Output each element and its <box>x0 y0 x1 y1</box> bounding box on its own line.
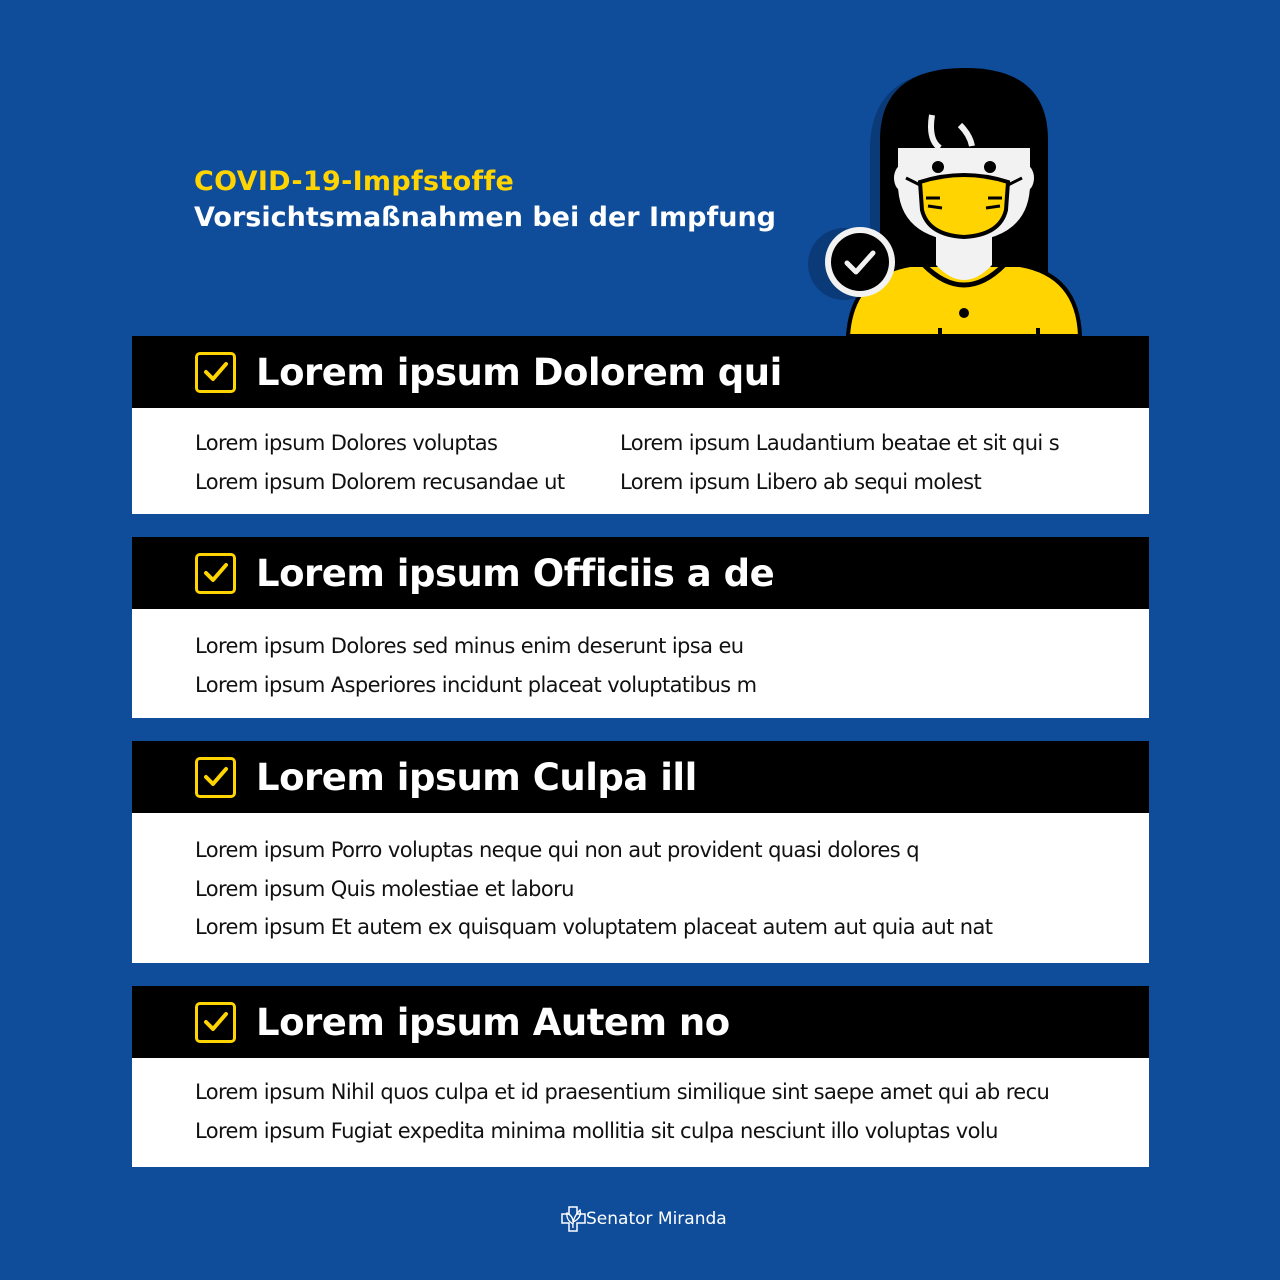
list-item: Lorem ipsum Libero ab sequi molest <box>620 469 982 494</box>
section-title: Lorem ipsum Culpa ill <box>256 755 697 799</box>
section-header <box>132 537 1149 609</box>
section-title: Lorem ipsum Dolorem qui <box>256 350 782 394</box>
section-body <box>132 408 1149 514</box>
masked-woman-illustration <box>800 60 1100 336</box>
page-title: COVID-19-Impfstoffe <box>194 166 515 197</box>
brand-name: Senator Miranda <box>586 1209 727 1229</box>
list-item: Lorem ipsum Dolorem recusandae ut <box>195 469 565 494</box>
title-block <box>194 164 776 236</box>
list-item: Lorem ipsum Dolores sed minus enim deserunt ipsa eu <box>195 634 744 658</box>
footer-brand <box>560 1204 727 1234</box>
section-body <box>132 813 1149 963</box>
checkbox-checked-icon <box>195 352 236 393</box>
section-body <box>132 609 1149 718</box>
list-item: Lorem ipsum Laudantium beatae et sit qui s <box>620 431 1060 455</box>
list-item: Lorem ipsum Porro voluptas neque qui non aut provident quasi dolores q <box>195 838 919 862</box>
page-subtitle: Vorsichtsmaßnahmen bei der Impfung <box>194 202 776 233</box>
section-title: Lorem ipsum Autem no <box>256 1000 730 1044</box>
check-circle-icon <box>804 222 896 302</box>
list-item: Lorem ipsum Et autem ex quisquam voluptatem placeat autem aut quia aut nat <box>195 915 993 939</box>
section-title: Lorem ipsum Officiis a de <box>256 551 775 595</box>
list-item: Lorem ipsum Fugiat expedita minima mollitia sit culpa nesciunt illo voluptas volu <box>195 1118 998 1143</box>
section-4 <box>132 986 1149 1167</box>
section-header <box>132 741 1149 813</box>
checkbox-checked-icon <box>195 553 236 594</box>
checkbox-checked-icon <box>195 1002 236 1043</box>
checkbox-checked-icon <box>195 757 236 798</box>
list-item: Lorem ipsum Dolores voluptas <box>195 431 498 455</box>
section-1 <box>132 336 1149 514</box>
section-3 <box>132 741 1149 963</box>
section-2 <box>132 537 1149 718</box>
list-item: Lorem ipsum Quis molestiae et laboru <box>195 876 574 901</box>
section-body <box>132 1058 1149 1167</box>
section-header <box>132 336 1149 408</box>
list-item: Lorem ipsum Nihil quos culpa et id praesentium similique sint saepe amet qui ab recu <box>195 1080 1050 1104</box>
section-header <box>132 986 1149 1058</box>
leaf-cross-icon <box>560 1204 588 1234</box>
list-item: Lorem ipsum Asperiores incidunt placeat voluptatibus m <box>195 672 757 697</box>
